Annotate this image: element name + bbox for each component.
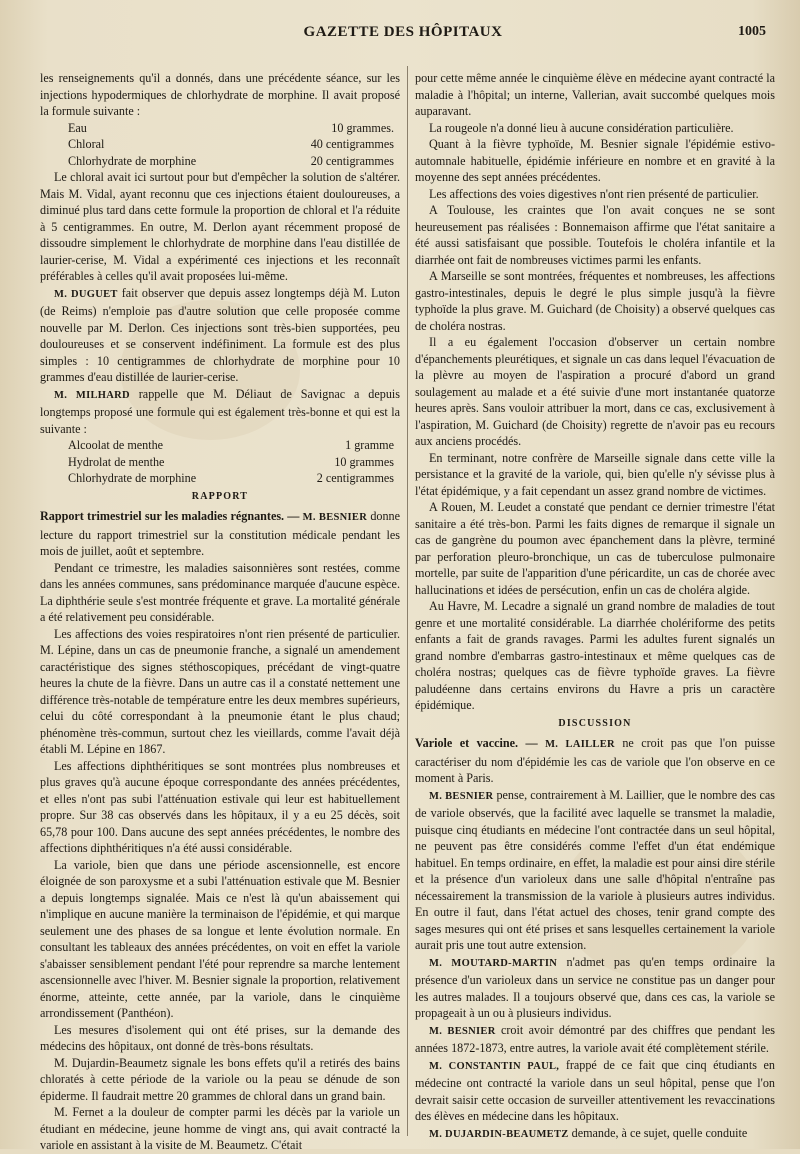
paragraph: pour cette même année le cinquième élève en médecine ayant contracté la maladie à l'hôpital; un interne, Vallerian, avait succombé quelques mois auparavant. (415, 71, 775, 118)
formula-line (68, 454, 400, 471)
journal-title: GAZETTE DES HÔPITAUX (303, 24, 503, 40)
paragraph (415, 735, 775, 787)
formula-item: Hydrolat de menthe (68, 454, 165, 469)
paragraph: M. Dujardin-Beaumetz signale les bons effets qu'il a retirés des bains chloratés à cette période de la variole ou la peau se dénude de son épiderme. Il faudrait mettre 20 grammes de chloral dans un grand bain. (40, 1055, 400, 1103)
paragraph: A Rouen, M. Leudet a constaté que pendant ce dernier trimestre l'état sanitaire a été très-bon. Parmi les faits dignes de remarque il signale un cas de gangrène du poumon avec épanchement dans la plèvre, terminé par perforation pleuro-bronchique, un cas de tuberculose pulmonaire mortelle, par suite de l'apparition d'une péricardite, un cas de chorée avec hallucinations et idées de persécution, enfin un cas de choléra algide. (415, 500, 775, 597)
formula-dose: 2 centigrammes (316, 471, 394, 485)
paragraph-text: demande, à ce sujet, quelle conduite (571, 1125, 748, 1140)
speaker-name: M. BESNIER (429, 1025, 496, 1037)
formula-line (68, 470, 400, 487)
left-column (40, 70, 400, 1152)
paragraph: La rougeole n'a donné lieu à aucune considération particulière. (429, 120, 734, 135)
paragraph: Au Havre, M. Lecadre a signalé un grand nombre de maladies de tout genre et une mortalité considérable. La diarrhée cholériforme des petits enfants a fait de grands ravages. Parmi les adultes furent signalés un grand nombre d'embarras gastro-intestinaux et même quelques cas de choléra nostras; quelques cas de fièvre typhoïde graves. La fièvre paludéenne dans certains environs du Havre a pris un caractère épidémique. (415, 599, 775, 712)
paragraph: M. Fernet a la douleur de compter parmi les décès par la variole un étudiant en médecine, jeune homme de vingt ans, qui avait contracté la variole en assistant à la visite de M. Beaumetz. C'était (40, 1105, 400, 1152)
formula-item: Eau (68, 120, 87, 135)
paragraph: Pendant ce trimestre, les maladies saisonnières sont restées, comme dans les années communes, sans prédominance marquée d'aucune espèce. La diphthérie seule s'est montrée fréquente et grave. La mortalité générale a été relativement peu considérable. (40, 560, 400, 624)
paragraph: Le chloral avait ici surtout pour but d'empêcher la solution de s'altérer. Mais M. Vidal, ayant reconnu que ces injections étaient douloureuses, a diminué plus tard dans cette formule la proportion de chloral et l'a réduite à 5 centigrammes. En outre, M. Derlon ayant récemment proposé de dissoudre simplement le chlorhydrate de morphine dans l'eau distillée de laurier-cerise, M. Vidal a expérimenté ces injections et les reconnaît préférables à celles qu'il avait proposées lui-même. (40, 170, 400, 283)
paragraph: Les affections des voies respiratoires n'ont rien présenté de particulier. M. Lépine, dans un cas de pneumonie franche, a signalé un amendement caractéristique des signes stéthoscopiques, précédant de vingt-quatre heures la chute de la fièvre. Dans un autre cas il a constaté nettement une différence très-notable de température entre les deux membres supérieurs, celui du côté correspondant à la pneumonie étant le plus chaud; phénomène très-commun, surtout chez les vieillards, comme l'avait déjà établi M. Lépine en 1867. (40, 626, 400, 756)
paragraph (415, 787, 775, 954)
paragraph-text: ne croit pas que l'on puisse caractériser du nom d'épidémie les cas de variole que l'on observe en ce moment à Paris. (415, 736, 775, 785)
paragraph (40, 285, 400, 386)
paragraph-text: frappé de ce fait que cinq étudiants en médecine ont contracté la variole dans un seul hôpital, pense que l'on devrait saisir cette occasion de surveiller attentivement les revaccinations des élèves en médecine dans les hôpitaux. (415, 1057, 775, 1123)
paragraph (40, 508, 400, 560)
paragraph: Les affections diphthéritiques se sont montrées plus nombreuses et plus graves qu'à aucune époque correspondante des années précédentes, et elles n'ont pas subi l'atténuation estivale qui leur est habituellement propre. Sur 38 cas observés dans les hôpitaux, il y a eu 25 décès, soit 65,78 pour 100. Dans aucune des sept années précédentes, le nombre des affections diphthéritiques n'a été aussi considérable. (40, 758, 400, 855)
paragraph: Les mesures d'isolement qui ont été prises, sur la demande des médecins des hôpitaux, ont donné de très-bons résultats. (40, 1022, 400, 1053)
page-header (40, 20, 766, 44)
formula-item: Chlorhydrate de morphine (68, 153, 197, 168)
prescription-formula-2 (40, 437, 400, 487)
formula-dose: 40 centigrammes (310, 137, 394, 151)
formula-line (68, 153, 400, 170)
speaker-name: M. DUJARDIN-BEAUMETZ (429, 1128, 569, 1140)
column-divider (407, 66, 408, 1136)
paragraph-text: donne lecture du rapport trimestriel sur la constitution médicale pendant les mois de juillet, août et septembre. (40, 509, 400, 558)
paragraph-text: pense, contrairement à M. Laillier, que le nombre des cas de variole observés, que la facilité avec laquelle se transmet la maladie, puisque cinq étudiants en médecine l'ont contractée dans un seul hôpital, ne peuvent pas être considérés comme l'effet d'un état endémique habituel. En temps ordinaire, en effet, la maladie est pour ainsi dire stérile et la présence d'un varioleux dans une salle d'hôpital n'entraîne pas nécessairement la transmission de la variole à plusieurs autres individus. En outre il faut, dans l'état actuel des choses, tenir grand compte des sages mesures qui ont été prises et sans lesquelles certainement la variole aurait pris une tout autre extension. (415, 787, 775, 952)
section-heading: RAPPORT (191, 490, 249, 502)
paragraph-text: croit avoir démontré par des chiffres que pendant les années 1872-1873, entre autres, la variole avait été complètement stérile. (415, 1022, 775, 1055)
formula-line (68, 120, 400, 137)
page-number: 1005 (738, 24, 766, 39)
paragraph: Les affections des voies digestives n'ont rien présenté de particulier. (429, 186, 759, 201)
prescription-formula-1 (40, 120, 400, 170)
speaker-name: M. BESNIER (302, 512, 368, 523)
speaker-name: M. LAILLER (545, 739, 615, 750)
paragraph-text: n'admet pas qu'en temps ordinaire la présence d'un varioleux dans un service ne constitue pas un danger pour les autres malades. Il a toujours observé que, dans ces cas, la variole se propageait à un ou à plusieurs individus. (415, 954, 775, 1020)
formula-item: Chloral (68, 137, 105, 151)
paragraph: Quant à la fièvre typhoïde, M. Besnier signale l'épidémie estivo-automnale habituelle, épidémie inférieure en nombre et en gravité à la moyenne des sept années précédentes. (415, 137, 775, 184)
formula-dose: 1 gramme (345, 438, 394, 452)
formula-dose: 20 centigrammes (310, 153, 394, 168)
paragraph: En terminant, notre confrère de Marseille signale dans cette ville la persistance et la gravité de la variole, qui, bien qu'elle n'y sévisse plus à l'état épidémique, y a fait cependant un assez grand nombre de victimes. (415, 450, 775, 498)
paragraph-text: fait observer que depuis assez longtemps déjà M. Luton (de Reims) n'emploie pas d'autre solution que celle proposée comme nouvelle par M. Derlon. Ces injections sont très-bien supportées, peu douloureuses et se conservent indéfiniment. La formule est des plus simples : 10 centigrammes de chlorhydrate de morphine pour 10 grammes d'eau distillée de laurier-cerise. (40, 285, 400, 384)
speaker-name: M. MOUTARD-MARTIN (429, 957, 558, 969)
formula-item: Alcoolat de menthe (68, 438, 164, 452)
paragraph: les renseignements qu'il a donnés, dans une précédente séance, sur les injections hypodermiques de chlorhydrate de morphine. Il avait proposé la formule suivante : (40, 71, 400, 118)
paragraph: Il a eu également l'occasion d'observer un certain nombre d'épanchements pleurétiques, et signale un cas dans lequel l'évacuation de la plèvre au moyen de l'aspiration a procuré d'abord un grand soulagement au malade et a été suivie d'une mort instantanée quatorze heures après. Sans vouloir attribuer la mort, dans ce cas, exclusivement à l'aspiration, M. Guichard (de Choisity) regrette de n'avoir pas eu recours aux anciens procédés. (415, 335, 775, 448)
formula-line (68, 136, 400, 153)
paragraph (415, 954, 775, 1022)
paragraph (40, 386, 400, 438)
section-heading: DISCUSSION (558, 717, 632, 729)
paragraph: A Toulouse, les craintes que l'on avait conçues ne se sont heureusement pas réalisées : Bonnemaison affirme que l'état sanitaire a été aussi satisfaisant que possible. Toutefois le choléra infantile et la diarrhée ont fait de nombreuses victimes parmi les enfants. (415, 203, 775, 267)
discussion-title: Variole et vaccine. — (415, 736, 538, 750)
speaker-name: M. BESNIER (429, 790, 494, 802)
report-title: Rapport trimestriel sur les maladies régnantes. — (40, 509, 300, 523)
paragraph-text: rappelle que M. Déliaut de Savignac a depuis longtemps proposé une formule qui est également très-bonne et qui est la suivante : (40, 386, 400, 436)
speaker-name: M. MILHARD (54, 389, 130, 401)
paragraph: A Marseille se sont montrées, fréquentes et nombreuses, les affections gastro-intestinales, depuis le degré le plus simple jusqu'à la fièvre typhoïde la plus grave. M. Guichard (de Choisity) a observé quelques cas de choléra nostras. (415, 269, 775, 333)
paragraph (415, 1125, 775, 1144)
formula-item: Chlorhydrate de morphine (68, 471, 197, 485)
paragraph (415, 1057, 775, 1125)
formula-line (68, 437, 400, 454)
paragraph: La variole, bien que dans une période ascensionnelle, est encore éloignée de son paroxysme et a subi l'atténuation estivale que M. Besnier a depuis longtemps signalée. Mais ce n'est là qu'un abaissement qui n'implique en aucune manière la terminaison de l'épidémie, et qui marque seulement une des phases de sa longue et lente évolution normale. En consultant les tableaux des années précédentes, on voit en effet la variole s'abaisser sensiblement pendant l'été pour reprendre sa marche lentement ascensionnelle avec l'hiver. M. Besnier signale la proportion, relativement énorme, atteinte, cette année, par la variole, dans le cinquième arrondissement (Panthéon). (40, 857, 400, 1020)
right-column (415, 70, 775, 1140)
formula-dose: 10 grammes. (331, 120, 394, 135)
speaker-name: M. CONSTANTIN PAUL, (429, 1060, 560, 1072)
speaker-name: M. DUGUET (54, 288, 118, 300)
formula-dose: 10 grammes (334, 454, 394, 469)
paragraph (415, 1022, 775, 1057)
